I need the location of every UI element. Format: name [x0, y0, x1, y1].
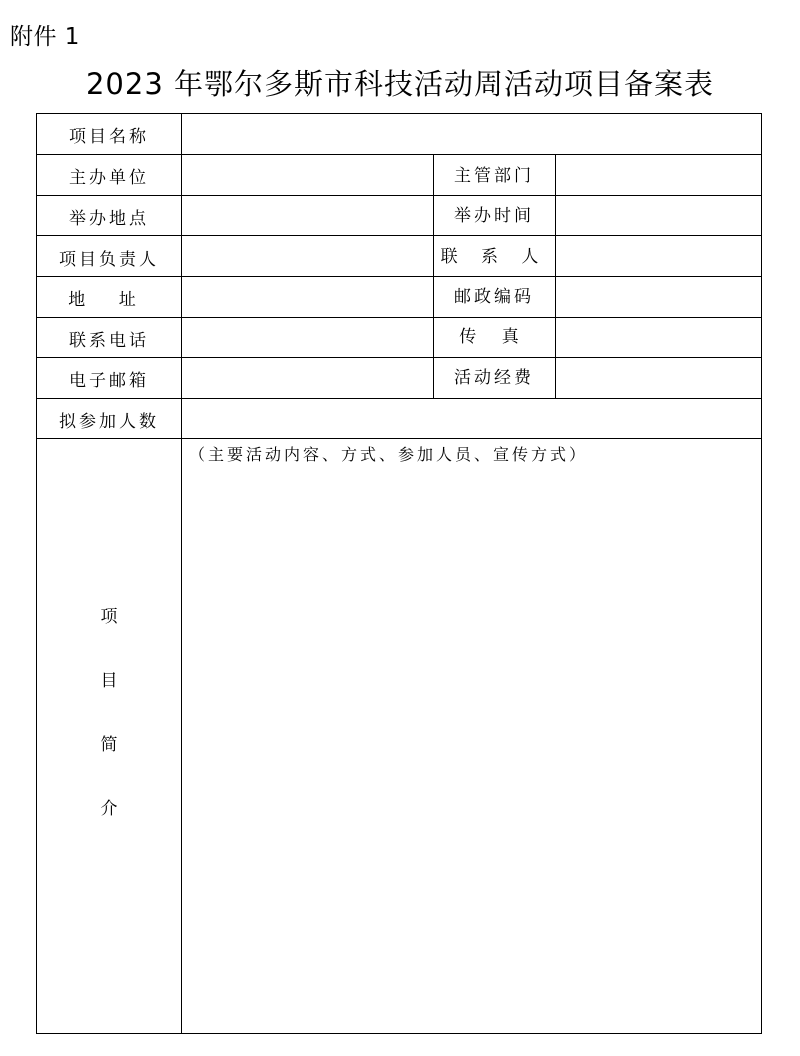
- column-divider: [433, 154, 434, 398]
- contact-person-label: 联 系 人: [440, 247, 548, 267]
- summary-label-char: 介: [100, 799, 118, 819]
- supervising-dept-field[interactable]: [556, 155, 761, 195]
- project-leader-label: 项目负责人: [59, 250, 159, 270]
- project-leader-field[interactable]: [182, 236, 433, 276]
- project-summary-field[interactable]: [182, 439, 761, 1033]
- project-name-label: 项目名称: [69, 127, 149, 147]
- address-field[interactable]: [182, 277, 433, 317]
- registration-form-table: [36, 113, 762, 1034]
- event-time-field[interactable]: [556, 196, 761, 235]
- phone-field[interactable]: [182, 318, 433, 357]
- event-time-label: 举办时间: [454, 206, 534, 226]
- phone-label: 联系电话: [69, 331, 149, 351]
- venue-field[interactable]: [182, 196, 433, 235]
- email-label: 电子邮箱: [69, 371, 149, 391]
- email-field[interactable]: [182, 358, 433, 398]
- organizer-label: 主办单位: [69, 168, 149, 188]
- fax-label: 传 真: [459, 327, 529, 347]
- summary-label-char: 项: [100, 607, 118, 627]
- postal-code-field[interactable]: [556, 277, 761, 317]
- project-name-field[interactable]: [182, 114, 761, 154]
- postal-code-label: 邮政编码: [454, 287, 534, 307]
- address-label: 地 址: [68, 290, 150, 310]
- expected-attendees-field[interactable]: [182, 399, 761, 438]
- activity-budget-field[interactable]: [556, 358, 761, 398]
- project-summary-hint: （主要活动内容、方式、参加人员、宣传方式）: [189, 445, 589, 464]
- organizer-field[interactable]: [182, 155, 433, 195]
- supervising-dept-label: 主管部门: [454, 166, 534, 186]
- activity-budget-label: 活动经费: [454, 368, 534, 388]
- venue-label: 举办地点: [69, 209, 149, 229]
- summary-label-char: 目: [100, 671, 118, 691]
- summary-label-char: 简: [100, 735, 118, 755]
- fax-field[interactable]: [556, 318, 761, 357]
- attachment-label: 附件 1: [10, 24, 80, 50]
- contact-person-field[interactable]: [556, 236, 761, 276]
- expected-attendees-label: 拟参加人数: [59, 412, 159, 432]
- page-title: 2023 年鄂尔多斯市科技活动周活动项目备案表: [85, 67, 715, 101]
